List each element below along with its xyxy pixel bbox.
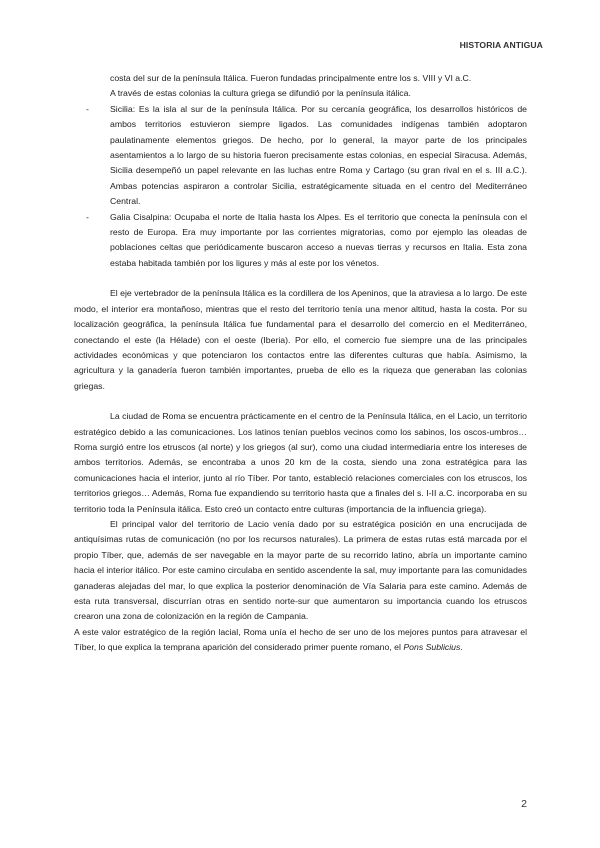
bullet-dash: -: [86, 103, 89, 114]
paragraph-puente-end: .: [460, 642, 463, 653]
pons-sublicius-italic: Pons Sublicius: [403, 642, 461, 653]
bullet-galia-cisalpina: [74, 210, 527, 272]
bullet-sicilia-text: Sicilia: Es la isla al sur de la península Itálica. Por su cercanía geográfica, los desarrollos históricos de ambos territorios estuvieron siempre ligados. Las comunidades indígenas también adoptaron paulatinamente elementos griegos. De hecho, por lo general, la mayor parte de los principales asentamientos a lo largo de su historia fueron precisamente estas colonias, en especial Siracusa. Además, Sicilia desempeñó un papel relevante en las luchas entre Roma y Cartago (su gran rival en el s. III a.C.). Ambas potencias aspiraron a controlar Sicilia, estratégicamente situada en el centro del Mediterráneo Central.: [110, 103, 527, 207]
page-number: 2: [521, 798, 527, 810]
paragraph-lacio: El principal valor del territorio de Lacio venía dado por su estratégica posición en una encrucijada de antiquísimas rutas de comunicación (no por los recursos naturales). La primera de estas rutas está marcada por el propio Tíber, que, además de ser navegable en la mayor parte de su recorrido latino, abría un importante camino hacia el interior itálico. Por este camino circulaba en sentido ascendente la sal, muy importante para las comunidades ganaderas alejadas del mar, lo que explica la posterior denominación de Vía Salaria para este camino. Además de esta ruta transversal, discurrían otras en sentido norte-sur que aumentaron su importancia cuando los etruscos crearon una zona de colonización en la región de Campania.: [74, 518, 527, 622]
bullet-dash: -: [86, 211, 89, 222]
bullet-sicilia: [74, 102, 527, 210]
paragraph-roma: La ciudad de Roma se encuentra prácticamente en el centro de la Península Itálica, en el Lacio, un territorio estratégico debido a las comunicaciones. Los latinos tenían pueblos vecinos como los sabinos, los oscos-umbros… Roma surgió entre los etruscos (al norte) y los griegos (al sur), como una ciudad intermediaria entre los intereses de ambos territorios. Además, se encontraba a unos 20 km de la costa, siendo una zona estratégica para las comunicaciones hacia el interior, junto al río Tíber. Por tanto, estableció relaciones comerciales con los etruscos, los territorios griegos… Además, Roma fue expandiendo su territorio hasta que a finales del s. I-II a.C. incorporaba en su territorio toda la Península itálica. Esto creó un contacto entre culturas (importancia de la influencia griega).: [74, 411, 527, 514]
paragraph-apeninos: El eje vertebrador de la península Itálica es la cordillera de los Apeninos, que la atraviesa a lo largo. De este modo, el interior era montañoso, mientras que el resto del territorio tenía una menor altitud, hasta la costa. Por su localización geográfica, la península Itálica fue fundamental para el desarrollo del comercio en el Mediterráneo, conectando el este (la Hélade) con el oeste (Iberia). Por ello, el comercio fue siempre una de las principales actividades económicas y que potenciaron los contactos entre las diferentes culturas que había. Asimismo, la agricultura y la ganadería fueron también importantes, prueba de ello es la riqueza que generaban las colonias griegas.: [74, 288, 527, 391]
colonies-continuation-line-2: A través de estas colonias la cultura griega se difundió por la península itálica.: [110, 88, 411, 99]
paragraph-puente-text: A este valor estratégico de la región lacial, Roma unía el hecho de ser uno de los mejores puntos para atravesar el Tíber, lo que explica la temprana aparición del considerado primer puente romano, el: [74, 626, 527, 653]
bullet-galia-text: Galia Cisalpina: Ocupaba el norte de Italia hasta los Alpes. Es el territorio que conecta la península con el resto de Europa. Era muy importante por las corrientes migratorias, como por ejemplo las oleadas de poblaciones celtas que periódicamente buscaron acceso a nuevas tierras y recursos en Italia. Esta zona estaba habitada también por los ligures y más al este por los vénetos.: [110, 211, 527, 268]
document-body: [74, 71, 527, 656]
paragraph-puente: [74, 625, 527, 656]
colonies-continuation-line-1: costa del sur de la península Itálica. Fueron fundadas principalmente entre los s. VIII y VI a.C.: [110, 73, 472, 83]
page-header-title: HISTORIA ANTIGUA: [459, 40, 543, 50]
